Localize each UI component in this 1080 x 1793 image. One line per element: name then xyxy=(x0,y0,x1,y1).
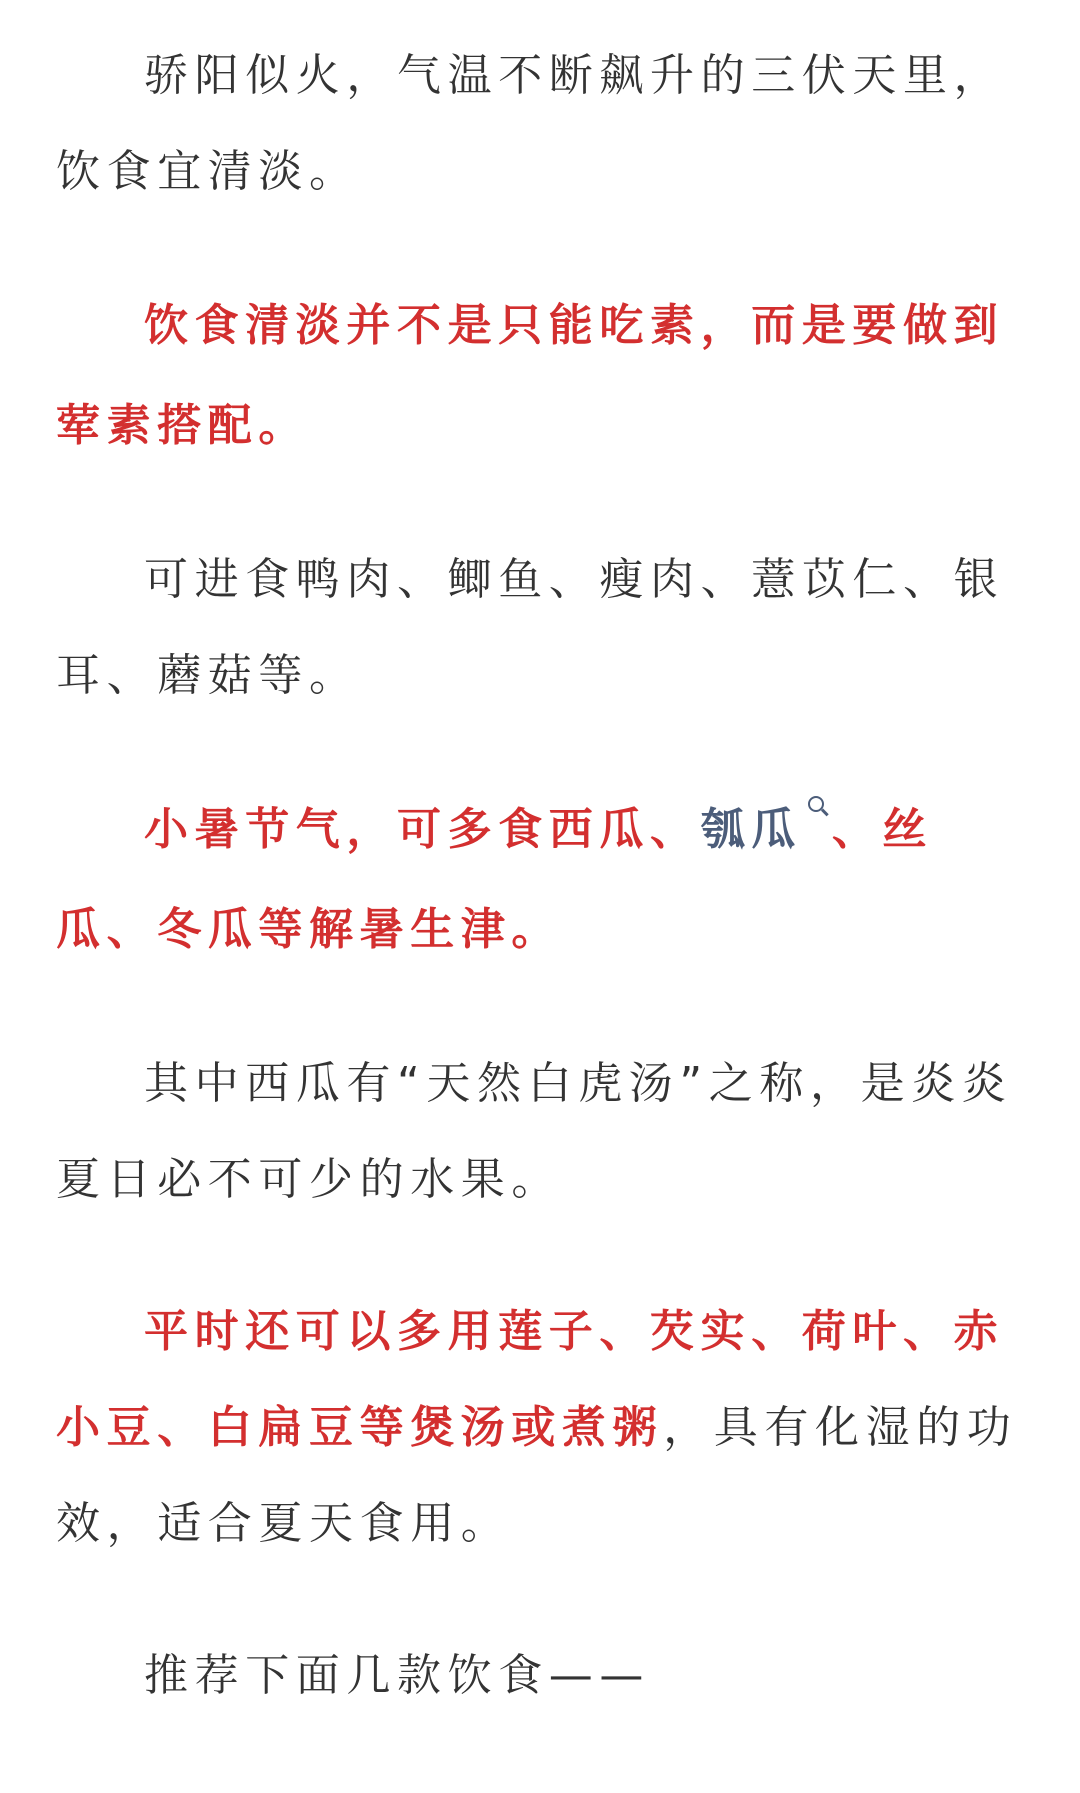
paragraph-soups xyxy=(56,1284,1024,1572)
search-icon[interactable] xyxy=(808,796,830,818)
paragraph-emphasis-xiaoshu xyxy=(56,780,1024,980)
paragraph-recommendation: 推荐下面几款饮食—— xyxy=(144,1650,650,1701)
huagua-search-link[interactable]: 瓠瓜 xyxy=(700,804,802,855)
paragraph-emphasis-balanced-diet: 饮食清淡并不是只能吃素，而是要做到荤素搭配。 xyxy=(56,300,1005,451)
xiaoshu-text-before: 小暑节气，可多食西瓜、 xyxy=(144,804,701,855)
paragraph-intro: 骄阳似火，气温不断飙升的三伏天里，饮食宜清淡。 xyxy=(56,50,1005,197)
soups-emphasis-text: 平时还可以多用莲子、芡实、荷叶、赤小豆、白扁豆等煲汤或煮粥 xyxy=(56,1306,1005,1453)
paragraph-recommended-foods: 可进食鸭肉、鲫鱼、瘦肉、薏苡仁、银耳、蘑菇等。 xyxy=(56,554,1005,701)
paragraph-watermelon: 其中西瓜有“天然白虎汤”之称，是炎炎夏日必不可少的水果。 xyxy=(56,1058,1013,1205)
soups-rest-text: ，具有化湿的功效，适合夏天食用。 xyxy=(56,1402,1018,1549)
article-body xyxy=(56,28,1024,1780)
xiaoshu-text-after: 、丝瓜、冬瓜等解暑生津。 xyxy=(56,804,934,955)
